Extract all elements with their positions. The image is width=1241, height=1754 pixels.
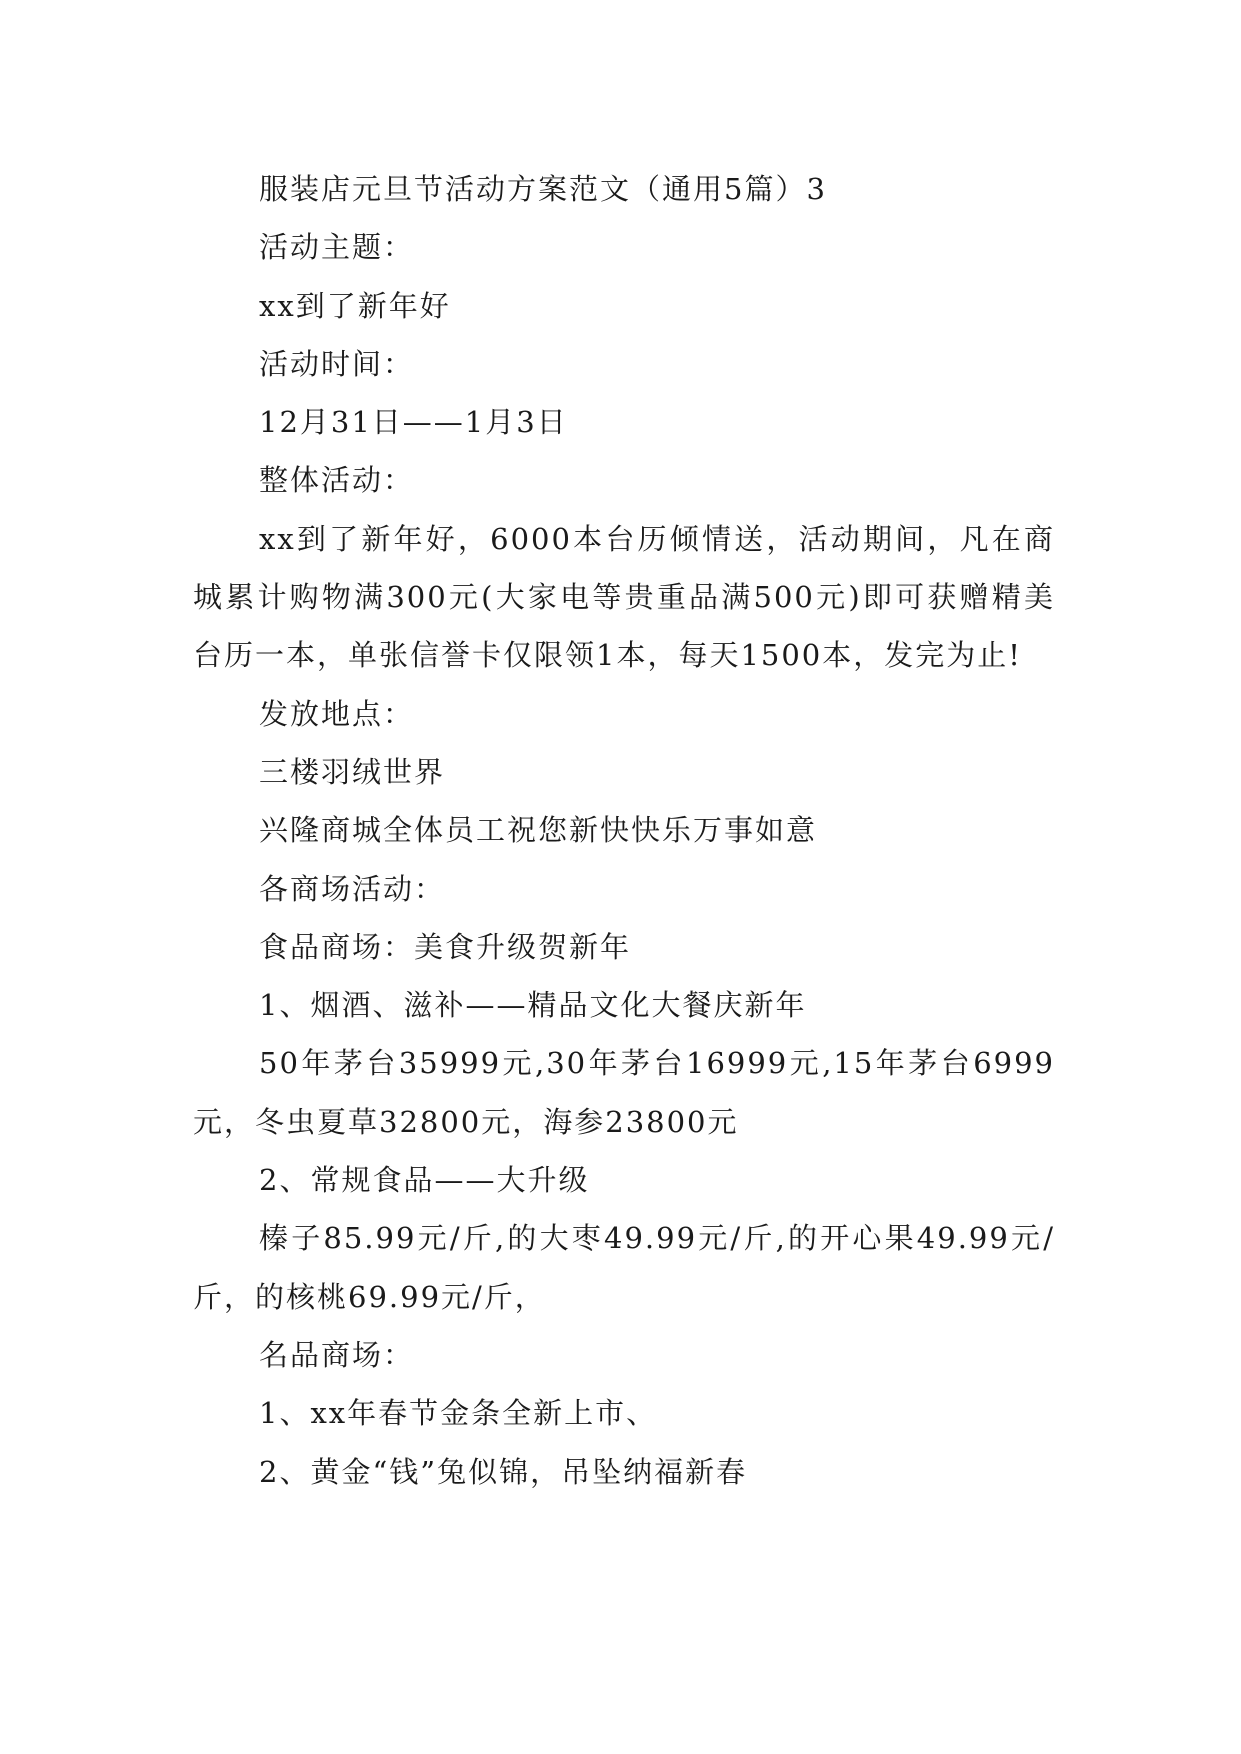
paragraph-theme: xx到了新年好 — [259, 288, 451, 323]
section-heading-theme: 活动主题： — [259, 230, 415, 265]
paragraph-location: 三楼羽绒世界 — [259, 754, 446, 789]
paragraph-food-dept: 食品商场：美食升级贺新年 — [259, 929, 632, 964]
paragraph-food-prices-1: 50年茅台35999元,30年茅台16999元,15年茅台6999元，冬虫夏草32800元，海参23800元 — [193, 1046, 1055, 1139]
document-title: 服装店元旦节活动方案范文（通用5篇）3 — [259, 172, 827, 206]
section-heading-location: 发放地点： — [259, 696, 415, 731]
list-item-brand-1: 1、xx年春节金条全新上市、 — [259, 1396, 658, 1431]
section-heading-brand-dept: 名品商场： — [259, 1337, 415, 1372]
section-heading-overall: 整体活动： — [259, 463, 415, 498]
section-heading-time: 活动时间： — [259, 346, 415, 381]
list-item-brand-2: 2、黄金“钱”兔似锦，吊坠纳福新春 — [259, 1454, 748, 1489]
paragraph-greeting: 兴隆商城全体员工祝您新快快乐万事如意 — [259, 813, 818, 848]
paragraph-overall: xx到了新年好，6000本台历倾情送，活动期间，凡在商城累计购物满300元(大家电等贵重品满500元)即可获赠精美台历一本，单张信誉卡仅限领1本，每天1500本，发完为止! — [193, 521, 1055, 673]
paragraph-food-prices-2: 榛子85.99元/斤,的大枣49.99元/斤,的开心果49.99元/斤，的核桃69.99元/斤， — [193, 1221, 1055, 1314]
list-item-food-2: 2、常规食品——大升级 — [259, 1163, 590, 1198]
document-body — [193, 160, 1055, 1501]
paragraph-time: 12月31日——1月3日 — [259, 405, 568, 440]
section-heading-departments: 各商场活动： — [259, 871, 446, 906]
list-item-food-1: 1、烟酒、滋补——精品文化大餐庆新年 — [259, 988, 807, 1023]
